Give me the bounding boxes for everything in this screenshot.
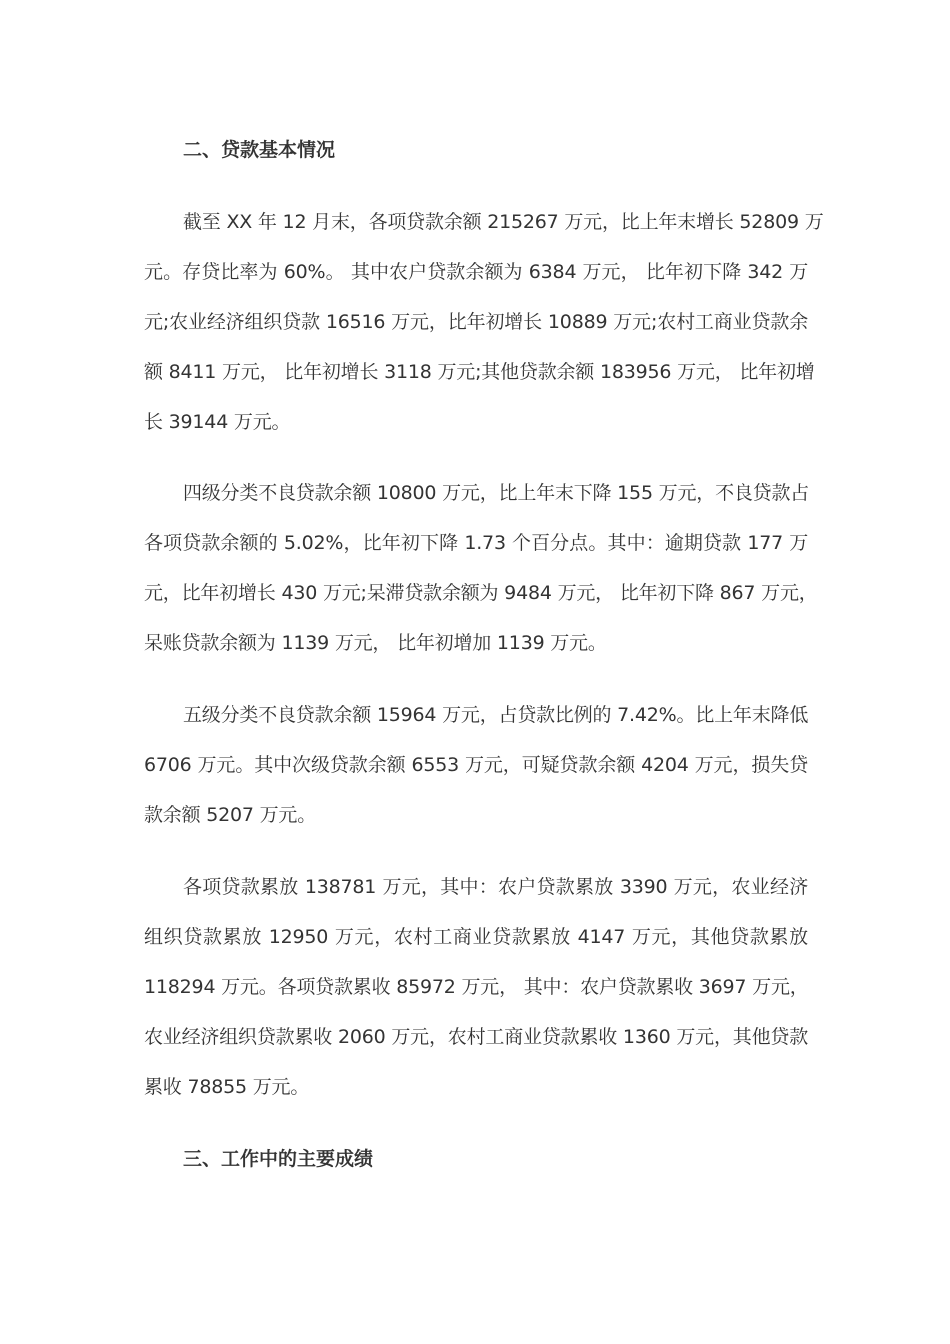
text-line: 各项贷款累放 138781 万元，其中：农户贷款累放 3390 万元，农业经济 [183, 876, 808, 898]
text-line: 截至 XX 年 12 月末，各项贷款余额 215267 万元，比上年末增长 52809 万 [183, 211, 824, 233]
text-line: 四级分类不良贷款余额 10800 万元，比上年末下降 155 万元，不良贷款占 [183, 482, 810, 504]
text-line: 元。存贷比率为 60%。 其中农户贷款余额为 6384 万元， 比年初下降 342 万 [144, 261, 808, 283]
text-line: 农业经济组织贷款累收 2060 万元，农村工商业贷款累收 1360 万元，其他贷款 [144, 1026, 808, 1048]
text-line: 各项贷款余额的 5.02%，比年初下降 1.73 个百分点。其中：逾期贷款 177 万 [144, 532, 808, 554]
text-line: 额 8411 万元， 比年初增长 3118 万元;其他贷款余额 183956 万元， 比年初增 [144, 361, 815, 383]
paragraph-loan-disbursement [144, 862, 808, 1112]
text-line: 累收 78855 万元。 [144, 1076, 310, 1098]
text-line: 6706 万元。其中次级贷款余额 6553 万元，可疑贷款余额 4204 万元，损失贷 [144, 754, 808, 776]
text-line: 元;农业经济组织贷款 16516 万元，比年初增长 10889 万元;农村工商业贷款余 [144, 311, 808, 333]
text-line: 呆账贷款余额为 1139 万元， 比年初增加 1139 万元。 [144, 632, 607, 654]
text-line: 款余额 5207 万元。 [144, 804, 317, 826]
paragraph-four-level-classification [144, 468, 818, 668]
text-line: 长 39144 万元。 [144, 411, 291, 433]
text-line: 元，比年初增长 430 万元;呆滞贷款余额为 9484 万元， 比年初下降 867 万元， [144, 582, 818, 604]
section-heading-loans-overview: 二、贷款基本情况 [183, 139, 336, 161]
text-line: 118294 万元。各项贷款累收 85972 万元， 其中：农户贷款累收 3697 万元， [144, 976, 809, 998]
paragraph-loan-balance [144, 197, 824, 447]
text-line: 五级分类不良贷款余额 15964 万元，占贷款比例的 7.42%。比上年末降低 [183, 704, 809, 726]
text-line: 组织贷款累放 12950 万元，农村工商业贷款累放 4147 万元，其他贷款累放 [144, 926, 808, 948]
section-heading-main-achievements: 三、工作中的主要成绩 [183, 1148, 374, 1170]
paragraph-five-level-classification [144, 690, 808, 840]
